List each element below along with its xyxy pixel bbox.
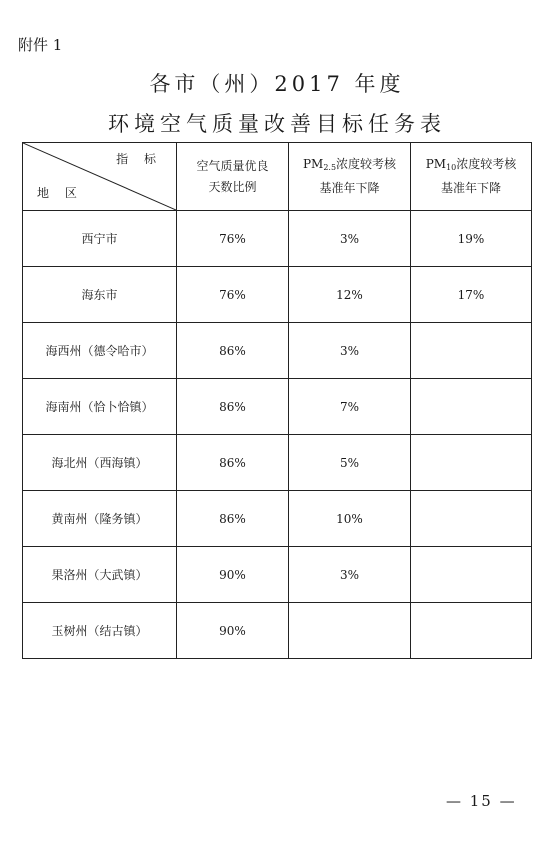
region-cell: 海南州（恰卜恰镇）	[23, 379, 177, 435]
attachment-label: 附件 1	[18, 36, 63, 54]
table-row	[23, 491, 532, 547]
indicator-label: 指 标	[116, 152, 162, 166]
pm25-cell: 7%	[289, 379, 411, 435]
pm25-cell: 5%	[289, 435, 411, 491]
pm10-cell	[411, 547, 532, 603]
header-pm10-line1	[411, 154, 531, 178]
pm10-cell	[411, 379, 532, 435]
header-pm10	[411, 143, 532, 211]
table-row	[23, 211, 532, 267]
table-row	[23, 603, 532, 659]
header-pm25-prefix: PM	[302, 157, 324, 171]
good-days-cell: 86%	[177, 491, 289, 547]
header-pm10-suffix: 浓度较考核	[456, 157, 517, 171]
header-good-days-line1: 空气质量优良	[196, 158, 269, 173]
document-subtitle: 环境空气质量改善目标任务表	[108, 112, 446, 136]
header-pm25	[289, 143, 411, 211]
pm25-cell: 10%	[289, 491, 411, 547]
good-days-cell: 76%	[177, 267, 289, 323]
region-label: 地 区	[37, 186, 83, 200]
pm25-cell	[289, 603, 411, 659]
pm10-cell: 17%	[411, 267, 532, 323]
header-pm25-line2: 基准年下降	[319, 181, 380, 195]
header-good-days-line2: 天数比例	[208, 179, 257, 194]
header-good-days	[177, 143, 289, 211]
good-days-cell: 86%	[177, 435, 289, 491]
good-days-cell: 86%	[177, 323, 289, 379]
good-days-cell: 90%	[177, 603, 289, 659]
region-cell: 海西州（德令哈市）	[23, 323, 177, 379]
header-pm25-suffix: 浓度较考核	[336, 157, 397, 171]
header-pm10-line2: 基准年下降	[440, 181, 501, 195]
diagonal-header-cell	[23, 143, 177, 211]
good-days-cell: 90%	[177, 547, 289, 603]
pm10-cell	[411, 491, 532, 547]
table-row	[23, 323, 532, 379]
table-row	[23, 379, 532, 435]
target-table	[22, 142, 532, 659]
pm25-cell: 3%	[289, 323, 411, 379]
region-cell: 海北州（西海镇）	[23, 435, 177, 491]
region-cell: 黄南州（隆务镇）	[23, 491, 177, 547]
pm10-cell	[411, 603, 532, 659]
table-row	[23, 267, 532, 323]
table-row	[23, 547, 532, 603]
table-header-row	[23, 143, 532, 211]
page-number: — 15 —	[446, 792, 517, 810]
document-title: 各市（州）2017 年度	[149, 72, 405, 96]
pm10-cell: 19%	[411, 211, 532, 267]
region-cell: 海东市	[23, 267, 177, 323]
region-cell: 玉树州（结古镇）	[23, 603, 177, 659]
pm10-cell	[411, 323, 532, 379]
table-row	[23, 435, 532, 491]
header-pm25-line1	[289, 154, 410, 178]
pm25-cell: 3%	[289, 547, 411, 603]
header-pm10-subscript: 10	[446, 163, 457, 172]
region-cell: 西宁市	[23, 211, 177, 267]
region-cell: 果洛州（大武镇）	[23, 547, 177, 603]
good-days-cell: 86%	[177, 379, 289, 435]
pm25-cell: 12%	[289, 267, 411, 323]
pm25-cell: 3%	[289, 211, 411, 267]
good-days-cell: 76%	[177, 211, 289, 267]
pm10-cell	[411, 435, 532, 491]
header-pm25-subscript: 2.5	[323, 163, 337, 172]
header-pm10-prefix: PM	[425, 157, 447, 171]
